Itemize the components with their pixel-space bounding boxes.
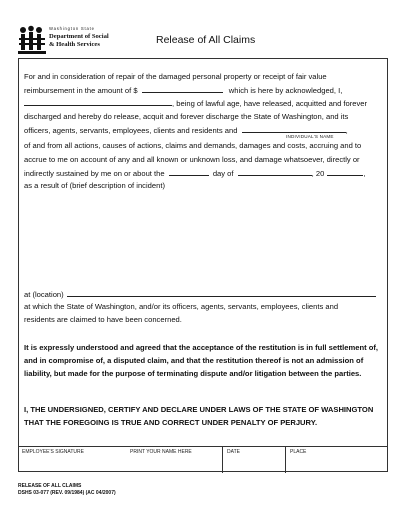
date-cell[interactable] — [222, 447, 285, 473]
logo-state-text: Washington State — [49, 26, 95, 31]
logo-department-line1: Department of Social — [49, 33, 109, 40]
body-line-7: accrue to me on account of any and all known or unknown loss, and damage whatsoever, directly or — [24, 155, 360, 164]
location-label: at (location) — [24, 290, 64, 299]
body-line-12: residents are claimed to have been concerned. — [24, 315, 182, 324]
incident-description-area[interactable] — [24, 194, 380, 284]
individual-name-field[interactable] — [242, 125, 346, 133]
body-line-2 — [24, 85, 342, 96]
body-line-9: as a result of (brief description of incident) — [24, 181, 165, 190]
incident-month-field[interactable] — [238, 168, 312, 176]
incident-year-field[interactable] — [327, 168, 366, 178]
employee-signature-label: EMPLOYEE'S SIGNATURE — [22, 449, 84, 455]
year-prefix-text: , 20 — [311, 169, 325, 178]
body-line-8 — [24, 168, 366, 179]
body-line-3 — [24, 98, 367, 109]
employee-signature-cell[interactable] — [18, 447, 118, 473]
location-field[interactable] — [67, 289, 376, 297]
place-cell[interactable] — [285, 447, 388, 473]
dshs-logo — [18, 24, 114, 58]
body-line-4: discharged and hereby do release, acquit and forever discharge the State of Washington, and its — [24, 112, 349, 121]
logo-department-line2: & Health Services — [49, 41, 100, 48]
amount-field[interactable] — [142, 85, 223, 93]
amount-label: reimbursement in the amount of $ — [24, 86, 138, 95]
date-label: DATE — [227, 449, 240, 455]
incident-date-label: indirectly sustained by me on or about the — [24, 169, 165, 178]
released-parties-text: officers, agents, servants, employees, clients and residents and — [24, 126, 238, 135]
location-line — [24, 289, 376, 300]
incident-day-field[interactable] — [169, 168, 209, 176]
body-line-11: at which the State of Washington, and/or its officers, agents, servants, employees, clients and — [24, 302, 339, 311]
body-line-6: of and from all actions, causes of actions, claims and demands, damages and costs, accruing and to — [24, 141, 362, 150]
print-name-label: PRINT YOUR NAME HERE — [130, 449, 192, 455]
signature-row — [18, 446, 388, 472]
comma-text: , — [345, 126, 348, 135]
dshs-emblem-icon — [18, 25, 46, 55]
lawful-age-text: , being of lawful age, have released, acquitted and forever — [172, 99, 368, 108]
individual-name-caption: INDIVIDUAL'S NAME — [286, 134, 334, 139]
print-name-cell[interactable] — [118, 447, 218, 473]
acknowledged-text: which is here by acknowledged, I, — [228, 86, 343, 95]
claimant-name-field[interactable] — [24, 98, 172, 106]
document-title: Release of All Claims — [156, 34, 256, 46]
body-line-1: For and in consideration of repair of the damaged personal property or receipt of fair value — [24, 72, 327, 81]
settlement-statement: It is expressly understood and agreed that the acceptance of the restitution is in full settlement of, and in compromise of, a disputed claim, and that the restitution thereof is not an admission of liability, but made for the purpose of terminating dispute and/or litigation between the parties. — [24, 343, 379, 378]
place-label: PLACE — [290, 449, 307, 455]
day-of-text: day of — [212, 169, 234, 178]
comma-text-2: , — [363, 169, 366, 178]
form-header — [18, 24, 388, 58]
certification-statement: I, THE UNDERSIGNED, CERTIFY AND DECLARE UNDER LAWS OF THE STATE OF WASHINGTON THAT THE FOREGOING IS TRUE AND CORRECT UNDER PENALTY OF PERJURY. — [24, 405, 374, 427]
footer-form-number: DSHS 03-077 (REV. 09/1984) (AC 04/2007) — [18, 490, 116, 496]
footer-form-name: RELEASE OF ALL CLAIMS — [18, 483, 82, 489]
